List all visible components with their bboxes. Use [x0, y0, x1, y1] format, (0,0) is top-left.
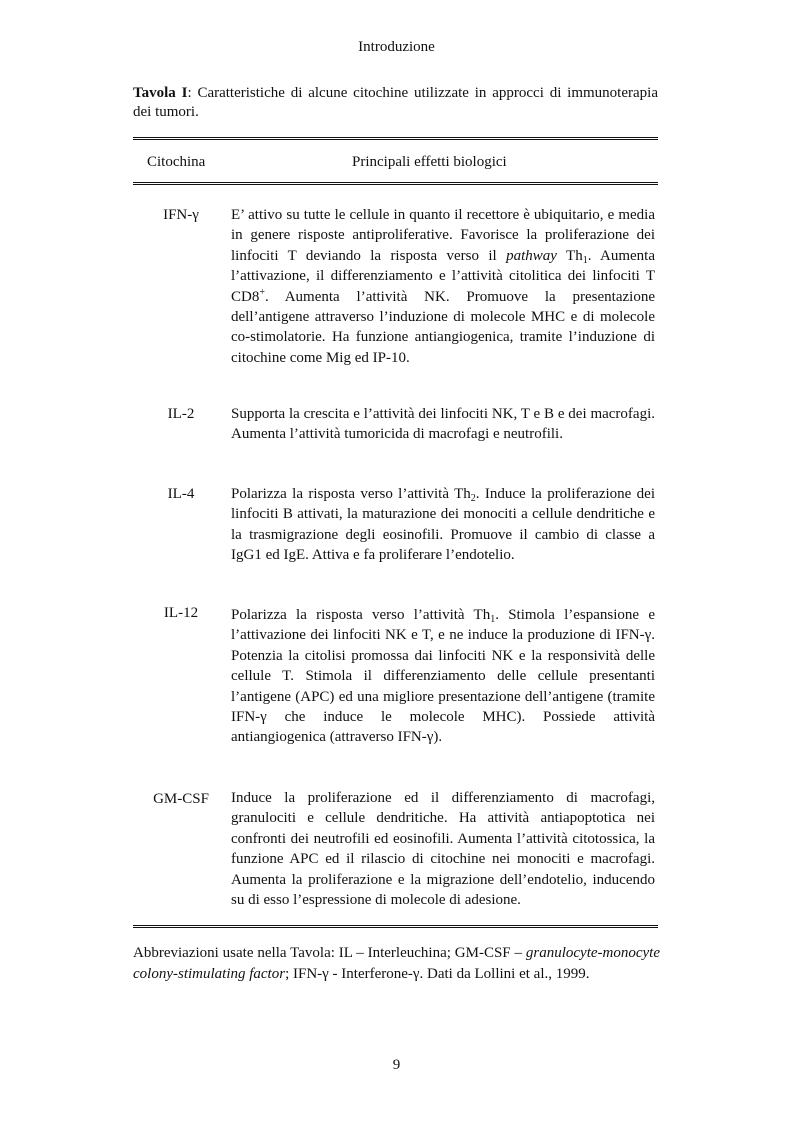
page-number: 9: [392, 1057, 401, 1073]
table-row-text: Induce la proliferazione ed il differenziamento di macrofagi, granulociti e cellule dendritiche. Ha attività antiapoptotica nei confronti dei neutrofili ed eosinofili. Aumenta l’attività citotossica, la funzione APC ed il rilascio di citochine nei monociti e macrofagi. Aumenta la proliferazione e la migrazione dell’endotelio, inducendo su di esso l’espressione di molecole di adesione.: [231, 790, 655, 909]
table-row-name: IL-12: [163, 605, 199, 621]
table-row-name: IL-2: [167, 406, 195, 422]
table-row-name: IL-4: [167, 486, 195, 502]
running-header: Introduzione: [358, 39, 435, 55]
table-row-text: Supporta la crescita e l’attività dei linfociti NK, T e B e dei macrofagi. Aumenta l’attività tumoricida di macrofagi e neutrofili.: [231, 406, 655, 443]
table-header-rule: [133, 182, 658, 185]
table-top-rule: [133, 137, 658, 140]
table-row-text: Polarizza la risposta verso l’attività $Th_1$. Stimola l’espansione e l’attivazione dei linfociti NK e T, e ne induce la produzione di IFN-γ. Potenzia la citolisi promossa dai linfociti NK e la responsività delle cellule T. Stimola il differenziamento delle cellule presentanti l’antigene (APC) ed una migliore presentazione dell’antigene (tramite IFN-γ che induce le molecole MHC). Possiede attività antiangiogenica (attraverso IFN-γ).: [231, 607, 655, 746]
table-row-text: E’ attivo su tutte le cellule in quanto il recettore è ubiquitario, e media in genere risposte antiproliferative. Favorisce la proliferazione dei linfociti T deviando la risposta verso il pathway $Th_1$. Aumenta l’attivazione, il differenziamento e l’attività citolitica dei linfociti T CD8+. Aumenta l’attività NK. Promuove la presentazione dell’antigene attraverso l’induzione di molecole MHC e di molecole co-stimolatorie. Ha funzione antiangiogenica, tramite l’induzione di citochine come Mig ed IP-10.: [231, 207, 655, 366]
caption-label: Tavola I: [133, 85, 188, 101]
caption-text: : Caratteristiche di alcune citochine utilizzate in approcci di immunoterapia dei tumori.: [133, 85, 658, 120]
column-header-effetti: Principali effetti biologici: [352, 154, 507, 170]
table-bottom-rule: [133, 925, 658, 928]
table-footnote: Abbreviazioni usate nella Tavola: IL – Interleuchina; GM-CSF – granulocyte-monocyte colony-stimulating factor; IFN-γ - Interferone-γ. Dati da Lollini et al., 1999.: [133, 945, 660, 982]
table-row-name: GM-CSF: [153, 791, 209, 807]
table-row-text: Polarizza la risposta verso l’attività $Th_2$. Induce la proliferazione dei linfociti B attivati, la maturazione dei monociti a cellule dendritiche e la trasmigrazione degli eosinofili. Promuove il cambio di classe a IgG1 ed IgE. Attiva e fa proliferare l’endotelio.: [231, 486, 655, 564]
table-row-name: IFN-γ: [163, 207, 199, 223]
table-caption: [133, 84, 658, 122]
column-header-citochina: Citochina: [147, 154, 206, 170]
